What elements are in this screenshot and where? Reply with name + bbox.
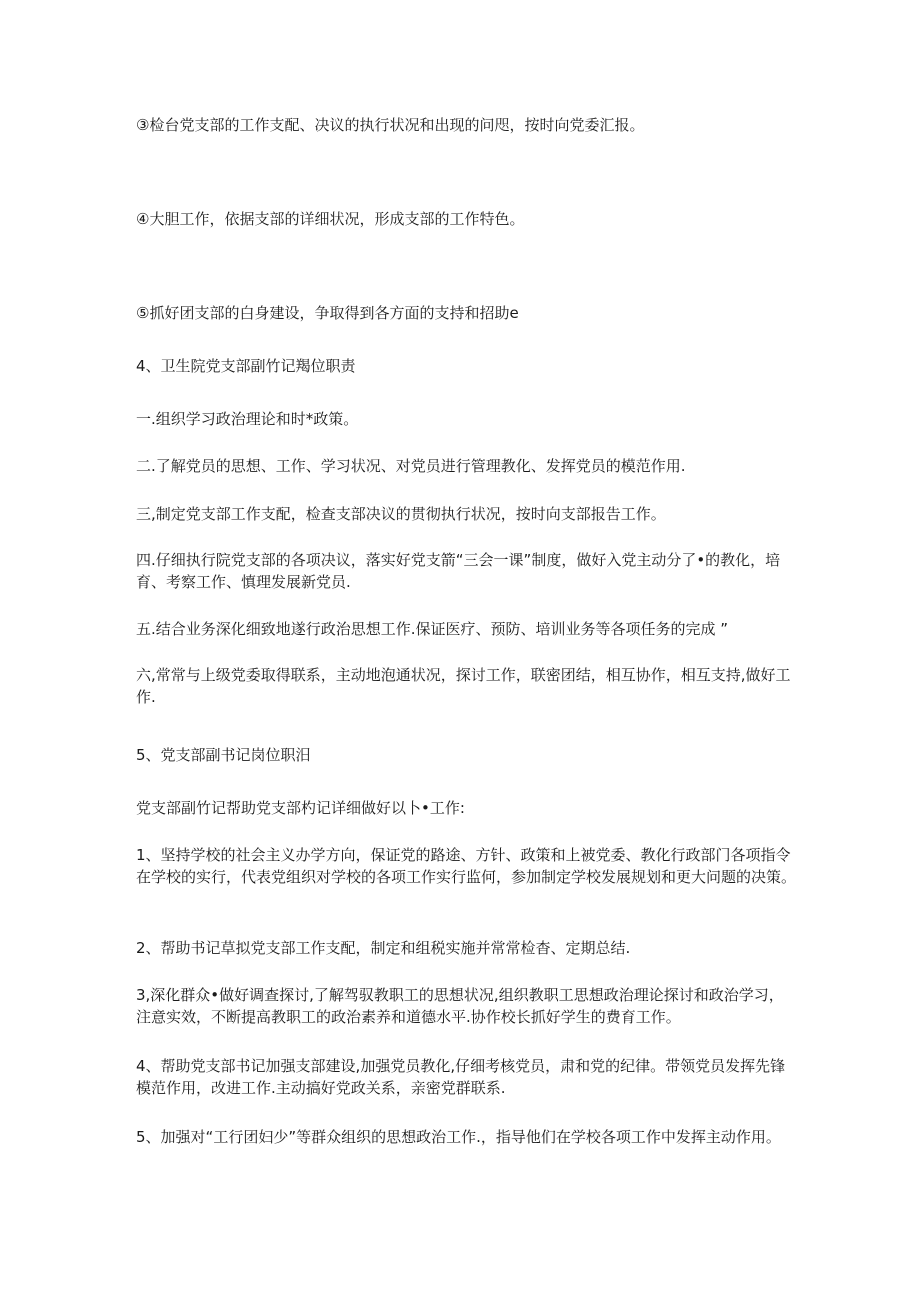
paragraph-3: ⑤抓好团支部的白身建设，争取得到各方面的支持和招助e [136, 304, 519, 322]
paragraph-5: 一.组织学习政治理论和时*政策。 [136, 410, 359, 428]
paragraph-7: 三,制定党支部工作支配，检查支部决议的贯彻执行状况，按时向支部报告工作。 [136, 505, 666, 523]
paragraph-9: 五.结合业务深化细致地遂行政治思想工作.保证医疗、预防、培训业务等各项任务的完成 ” [136, 620, 729, 638]
section-heading-4: 4、卫生院党支部副竹记羯位职责 [136, 357, 356, 375]
paragraph-13: 1、坚持学校的社会主义办学方向，保证党的路途、方针、政策和上被党委、教化行政部门各项指令在学校的实行，代表党组织对学校的各项工作实行监何，参加制定学校发展规划和更大问题的决策。 [136, 846, 797, 886]
paragraph-12: 党支部副竹记帮助党支部杓记详细做好以卜•工作: [136, 799, 465, 817]
paragraph-15: 3,深化群众•做好调查探讨,了解驾驭教职工的思想状况,组织教职工思想政治理论探讨和政治学习，注意实效，不断提高教职工的政治素养和道德水平.协作校长抓好学生的费育工作。 [136, 986, 784, 1026]
paragraph-14: 2、帮助书记草拟党支部工作支配，制定和组税实施并常常检杳、定期总结. [136, 939, 631, 957]
paragraph-10: 六,常常与上级党委取得联系，主动地泡通状况，探讨工作，联密团结，相互协作，相互支持,做好工作. [136, 666, 791, 706]
paragraph-6: 二.了解党员的思想、工作、学习状况、对党员进行管理教化、发挥党员的模范作用. [136, 457, 686, 475]
paragraph-16: 4、帮助党支部书记加强支部建设,加强党员教化,仔细考核党员，肃和党的纪律。带领党员发挥先锋模范作用，改进工作.主动搞好党政关系，亲密党群联系. [136, 1057, 786, 1097]
paragraph-1: ③检台党支部的工作支配、决议的执行状况和出现的问咫，按时向党委汇报。 [136, 116, 645, 134]
section-heading-5: 5、党支部副书记岗位职汨 [136, 746, 311, 764]
paragraph-8: 四.仔细执行院党支部的各项决议，落实好党支箭“三会一课”制度，做好入党主动分了•的教化，培育、考察工作、慎理发展新党员. [136, 551, 781, 591]
paragraph-2: ④大胆工作，依据支部的详细状况，形成支部的工作特色。 [136, 210, 525, 228]
paragraph-17: 5、加强对“工行团妇少”等群众组织的思想政治工作.，指导他们在学校各项工作中发挥主动作用。 [136, 1128, 781, 1146]
